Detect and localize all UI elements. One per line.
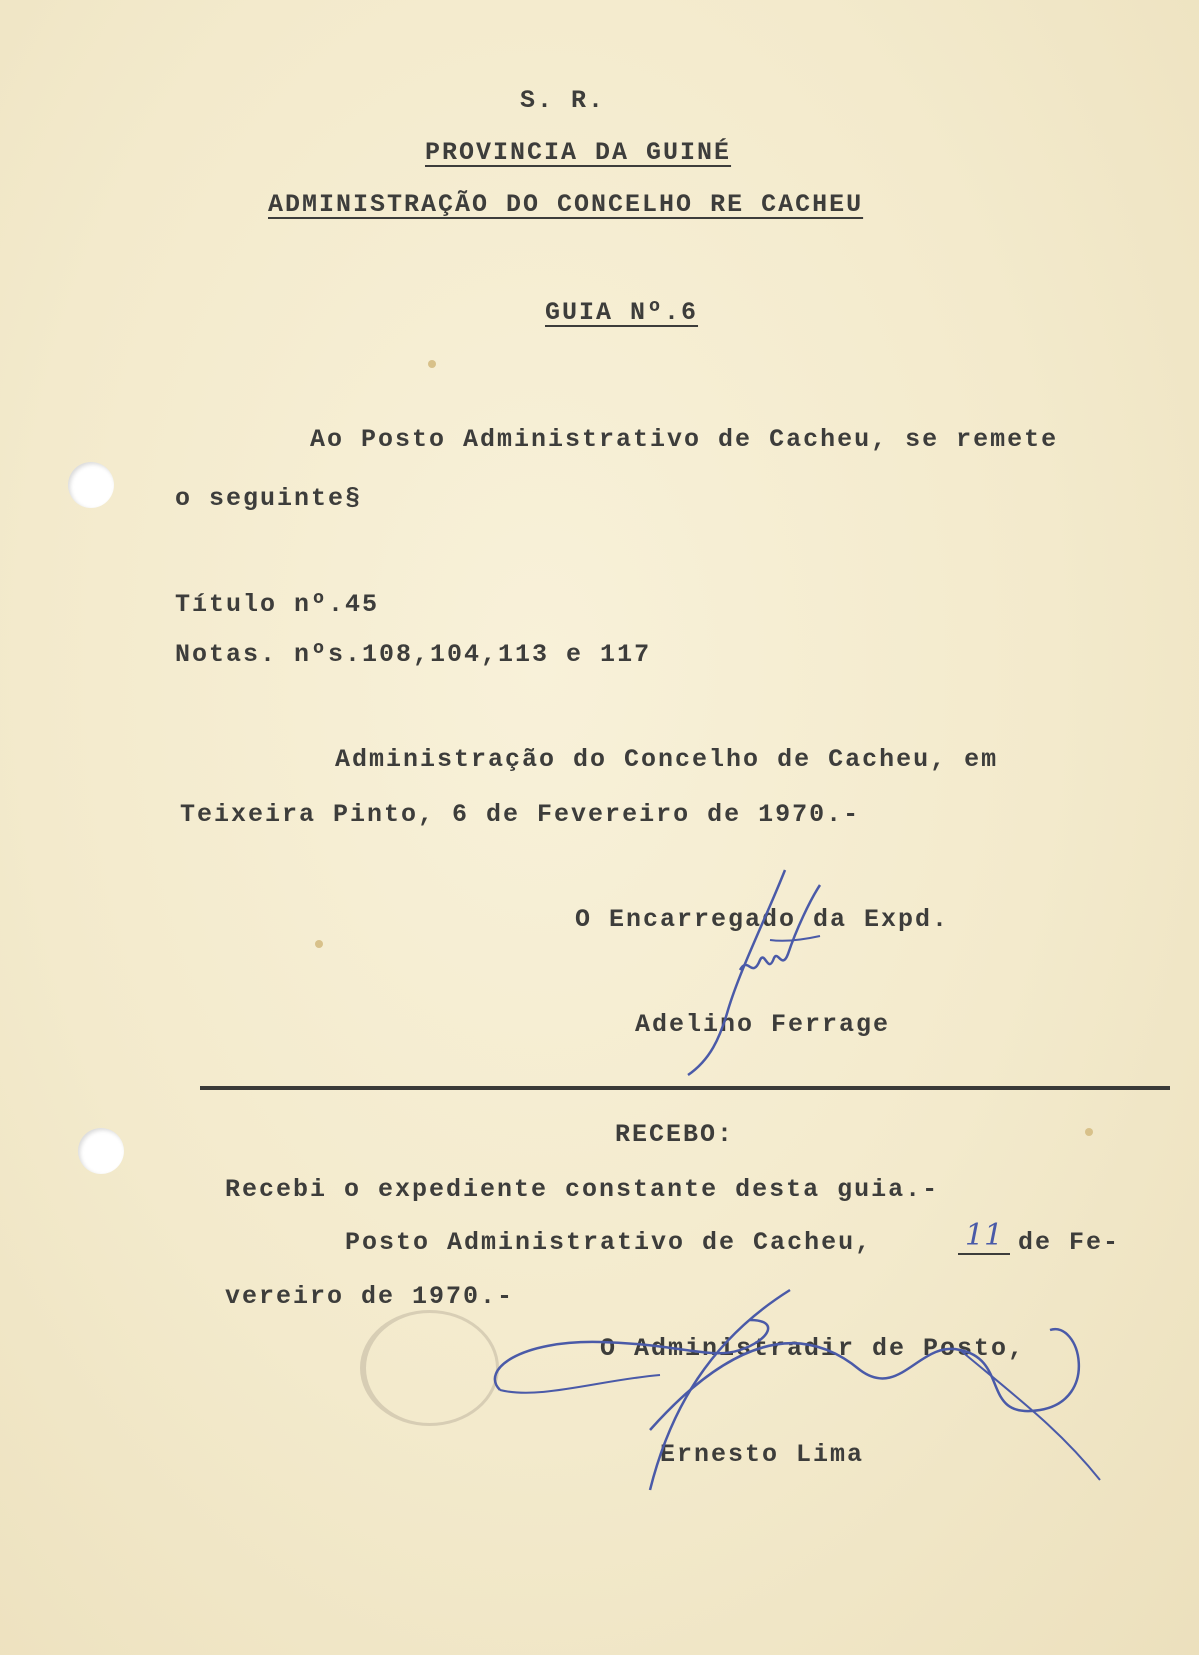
sender-role: O Encarregado da Expd. <box>575 905 950 934</box>
punch-hole-bottom <box>78 1128 124 1174</box>
body-line-2: o seguinte§ <box>175 484 363 513</box>
sender-name: Adelino Ferrage <box>635 1010 891 1039</box>
paper-stain <box>1085 1128 1093 1136</box>
punch-hole-top <box>68 462 114 508</box>
section-divider <box>200 1086 1170 1090</box>
title-number: Título nº.45 <box>175 590 380 619</box>
header-administration: ADMINISTRAÇÃO DO CONCELHO RE CACHEU <box>268 190 864 219</box>
receipt-day: 11 <box>958 1218 1010 1255</box>
receiver-name: Ernesto Lima <box>660 1440 865 1469</box>
receiver-signature <box>480 1280 1120 1520</box>
receipt-line-1: Recebi o expediente constante desta guia.- <box>225 1175 940 1204</box>
paper-stain <box>315 940 323 948</box>
receiver-role: O Administradir de Posto, <box>600 1334 1026 1363</box>
paper-stain <box>428 360 436 368</box>
faded-stamp <box>360 1310 499 1426</box>
header-sr: S. R. <box>520 86 606 115</box>
receipt-line-3: vereiro de 1970.- <box>225 1282 515 1311</box>
notes-numbers: Notas. nºs.108,104,113 e 117 <box>175 640 652 669</box>
body-line-1: Ao Posto Administrativo de Cacheu, se remete <box>310 425 1059 454</box>
place-line-1: Administração do Concelho de Cacheu, em <box>335 745 999 774</box>
receipt-heading: RECEBO: <box>615 1120 735 1149</box>
place-line-2: Teixeira Pinto, 6 de Fevereiro de 1970.- <box>180 800 861 829</box>
receipt-line-2-suffix: de Fe- <box>1018 1228 1121 1257</box>
sender-signature <box>670 860 860 1090</box>
receipt-line-2-prefix: Posto Administrativo de Cacheu, <box>345 1228 873 1257</box>
guide-title: GUIA Nº.6 <box>545 298 699 327</box>
header-province: PROVINCIA DA GUINÉ <box>425 138 732 167</box>
